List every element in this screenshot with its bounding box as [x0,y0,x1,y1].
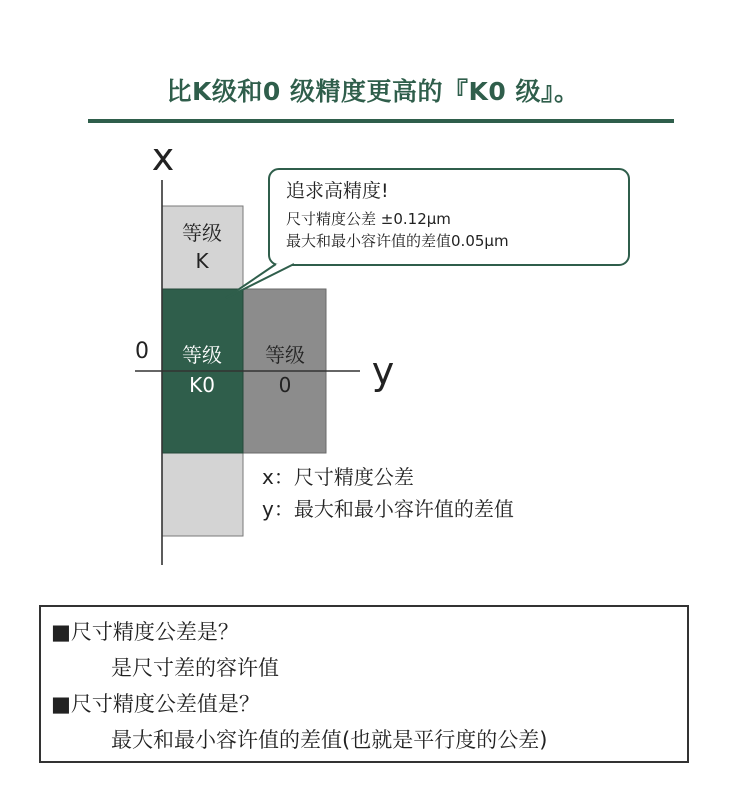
note-answer-2: 最大和最小容许值的差值(也就是平行度的公差) [111,728,548,752]
grade-k-label-top: 等级 [182,221,222,245]
grade-0-label-bottom: 0 [278,373,292,397]
callout-difference: 最大和最小容许值的差值0.05μm [286,232,509,250]
callout-tolerance: 尺寸精度公差 ±0.12μm [286,210,451,228]
grade-k0-label-bottom: K0 [189,373,215,397]
legend-x: x：尺寸精度公差 [262,465,414,489]
y-axis-label: y [371,349,395,393]
callout-heading: 追求高精度! [286,180,389,202]
grade-k-block [162,206,243,289]
page-title: 比K级和0 级精度更高的『K0 级』。 [166,77,580,106]
note-question-2: ■尺寸精度公差值是？ [51,692,260,716]
grade-k-lower-block [162,453,243,536]
note-question-1: ■尺寸精度公差是？ [51,620,239,644]
note-answer-1: 是尺寸差的容许值 [111,656,279,680]
origin-label: 0 [135,339,149,364]
x-axis-label: x [151,135,175,179]
precision-callout [268,168,630,266]
definition-box [39,605,689,763]
legend-y: y：最大和最小容许值的差值 [262,497,514,521]
grade-0-label-top: 等级 [265,343,305,367]
grade-k-label-bottom: K [195,249,209,273]
grade-k0-label-top: 等级 [182,343,222,367]
